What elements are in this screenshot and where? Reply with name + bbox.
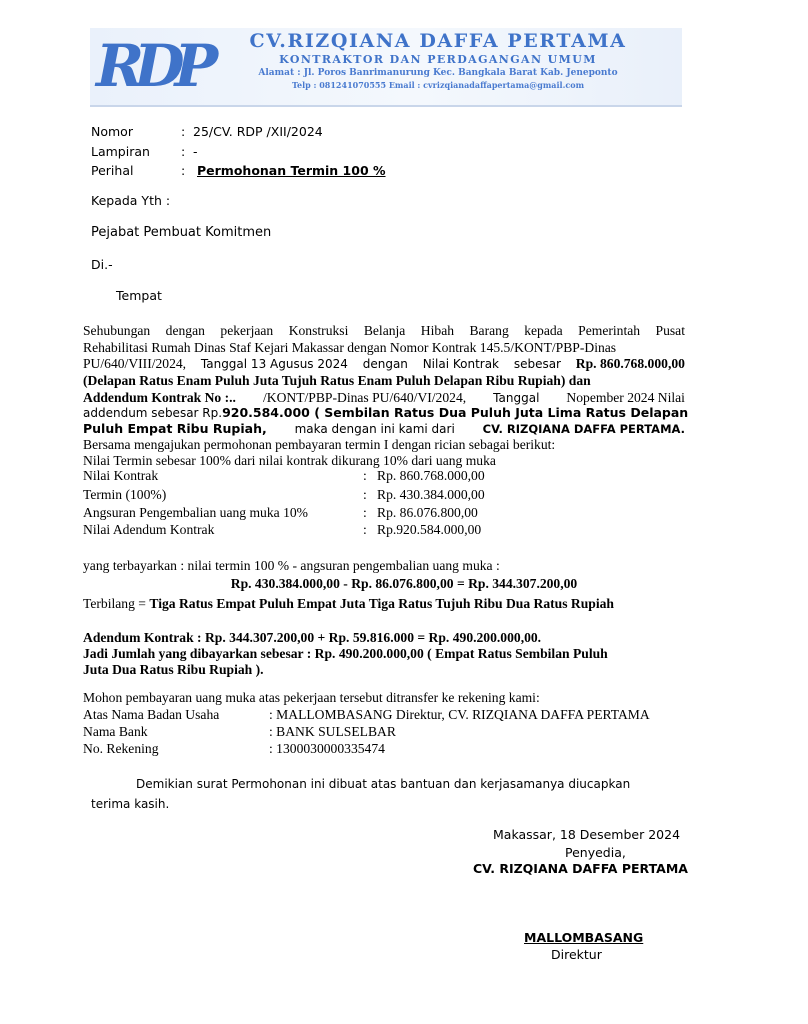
adendum-line-2: Jadi Jumlah yang dibayarkan sebesar : Rp. 490.200.000,00 ( Empat Ratus Sembilan Puluh <box>83 646 608 661</box>
calc-result: Rp. 430.384.000,00 - Rp. 86.076.800,00 = Rp. 344.307.200,00 <box>230 576 578 591</box>
signature-company: CV. RIZQIANA DAFFA PERTAMA <box>473 861 688 876</box>
terbilang-label: Terbilang = <box>83 596 146 611</box>
lampiran-value: - <box>193 144 198 159</box>
company-subtitle: KONTRAKTOR DAN PERDAGANGAN UMUM <box>279 53 597 66</box>
body-line-8: Bersama mengajukan permohonan pembayaran termin I dengan rician sebagai berikut: <box>83 437 556 452</box>
word: kepada <box>524 323 563 338</box>
body-line-3 <box>83 355 685 373</box>
body-line-1 <box>83 322 685 339</box>
terbilang <box>83 595 614 612</box>
nomor-label: Nomor <box>91 124 133 139</box>
word: Belanja <box>363 323 406 338</box>
addendum-amount-label: addendum sebesar Rp. <box>83 406 223 420</box>
rincian-value: Rp.920.584.000,00 <box>377 522 482 537</box>
bank-value: : 1300030000335474 <box>269 741 385 756</box>
addendum-ref: /KONT/PBP-Dinas PU/640/VI/2024, <box>262 390 467 405</box>
signature-title: Direktur <box>551 947 602 962</box>
nomor-colon: : <box>181 124 186 139</box>
bank-label: Nama Bank <box>83 724 148 739</box>
bank-value: : MALLOMBASANG Direktur, CV. RIZQIANA DAFFA PERTAMA <box>269 707 650 722</box>
addendum-date: Nopember 2024 Nilai <box>566 390 685 405</box>
terbilang-value: Tiga Ratus Empat Puluh Empat Juta Tiga Ratus Tujuh Ribu Dua Ratus Rupiah <box>149 596 614 611</box>
rincian-label: Nilai Kontrak <box>83 468 159 483</box>
addendum-amount-words-end: Puluh Empat Ribu Rupiah, <box>83 421 267 436</box>
body-line-4: (Delapan Ratus Enam Puluh Juta Tujuh Ratus Enam Puluh Delapan Ribu Rupiah) dan <box>83 373 591 388</box>
contract-value: Rp. 860.768.000,00 <box>575 356 685 371</box>
adendum-line-3: Juta Dua Ratus Ribu Rupiah ). <box>83 662 264 677</box>
recipient-name: Pejabat Pembuat Komitmen <box>91 225 272 240</box>
adendum-line-1: Adendum Kontrak : Rp. 344.307.200,00 + Rp. 59.816.000 = Rp. 490.200.000,00. <box>83 630 542 645</box>
company-name: CV.RIZQIANA DAFFA PERTAMA <box>249 30 627 52</box>
body-line-9: Nilai Termin sebesar 100% dari nilai kontrak dikurang 10% dari uang muka <box>83 453 496 468</box>
word: pekerjaan <box>220 323 274 338</box>
perihal-label: Perihal <box>91 163 134 178</box>
word: Pusat <box>655 323 685 338</box>
signature-place-date: Makassar, 18 Desember 2024 <box>493 827 681 842</box>
word: Tanggal <box>493 391 540 405</box>
body-line-6 <box>83 405 689 420</box>
rincian-colon: : <box>363 505 367 520</box>
recipient-tempat: Tempat <box>116 288 162 303</box>
bank-value: : BANK SULSELBAR <box>269 724 396 739</box>
rincian-colon: : <box>363 487 367 502</box>
perihal-colon: : <box>181 163 186 178</box>
word: sebesar <box>513 357 561 371</box>
letterhead <box>90 28 682 108</box>
rincian-colon: : <box>363 468 367 483</box>
signature-role: Penyedia, <box>565 845 626 860</box>
rincian-value: Rp. 430.384.000,00 <box>377 487 485 502</box>
signature-name: MALLOMBASANG <box>524 930 644 945</box>
word: Sehubungan <box>83 323 151 338</box>
addendum-number: Addendum Kontrak No :.. <box>83 390 236 405</box>
logo-text: RDP <box>96 32 209 100</box>
letterhead-divider <box>90 105 682 107</box>
nomor-value: 25/CV. RDP /XII/2024 <box>193 124 323 139</box>
company-address: Alamat : Jl. Poros Banrimanurung Kec. Bangkala Barat Kab. Jeneponto <box>258 68 618 78</box>
perihal-value: Permohonan Termin 100 % <box>197 163 386 178</box>
rincian-value: Rp. 86.076.800,00 <box>377 505 478 520</box>
word: Pemerintah <box>578 323 641 338</box>
word: Nilai Kontrak <box>422 357 500 371</box>
company-name-inline: CV. RIZQIANA DAFFA PERTAMA. <box>482 422 685 436</box>
word: dengan <box>362 357 408 371</box>
transfer-intro: Mohon pembayaran uang muka atas pekerjaan tersebut ditransfer ke rekening kami: <box>83 690 540 705</box>
rincian-colon: : <box>363 522 367 537</box>
contract-number-suffix: PU/640/VIII/2024, <box>83 356 187 371</box>
recipient-kepada: Kepada Yth : <box>91 193 171 208</box>
word: Konstruksi <box>288 323 349 338</box>
recipient-di: Di.- <box>91 257 113 272</box>
addendum-amount: 920.584.000 ( Sembilan Ratus Dua Puluh Juta Lima Ratus Delapan <box>222 405 689 420</box>
word: dengan <box>165 323 205 338</box>
calc-formula: yang terbayarkan : nilai termin 100 % - angsuran pengembalian uang muka : <box>83 558 500 573</box>
word: Barang <box>469 323 509 338</box>
body-line-7 <box>83 421 685 436</box>
rincian-value: Rp. 860.768.000,00 <box>377 468 485 483</box>
body-line-2: Rehabilitasi Rumah Dinas Staf Kejari Makassar dengan Nomor Kontrak 145.5/KONT/PBP-Dinas <box>83 340 617 355</box>
lampiran-colon: : <box>181 144 186 159</box>
words: maka dengan ini kami dari <box>294 422 455 436</box>
contract-date: Tanggal 13 Agusus 2024 <box>200 357 348 371</box>
rincian-label: Nilai Adendum Kontrak <box>83 522 215 537</box>
word: Hibah <box>420 323 455 338</box>
bank-label: No. Rekening <box>83 741 159 756</box>
rincian-label: Angsuran Pengembalian uang muka 10% <box>83 505 309 520</box>
rincian-label: Termin (100%) <box>83 487 167 502</box>
closing-line-1: Demikian surat Permohonan ini dibuat atas bantuan dan kerjasamanya diucapkan <box>136 777 631 791</box>
company-logo <box>94 28 209 100</box>
bank-label: Atas Nama Badan Usaha <box>83 707 220 722</box>
closing-line-2: terima kasih. <box>91 797 170 811</box>
company-contact: Telp : 081241070555 Email : cvrizqianadaffapertama@gmail.com <box>291 80 585 90</box>
lampiran-label: Lampiran <box>91 144 150 159</box>
